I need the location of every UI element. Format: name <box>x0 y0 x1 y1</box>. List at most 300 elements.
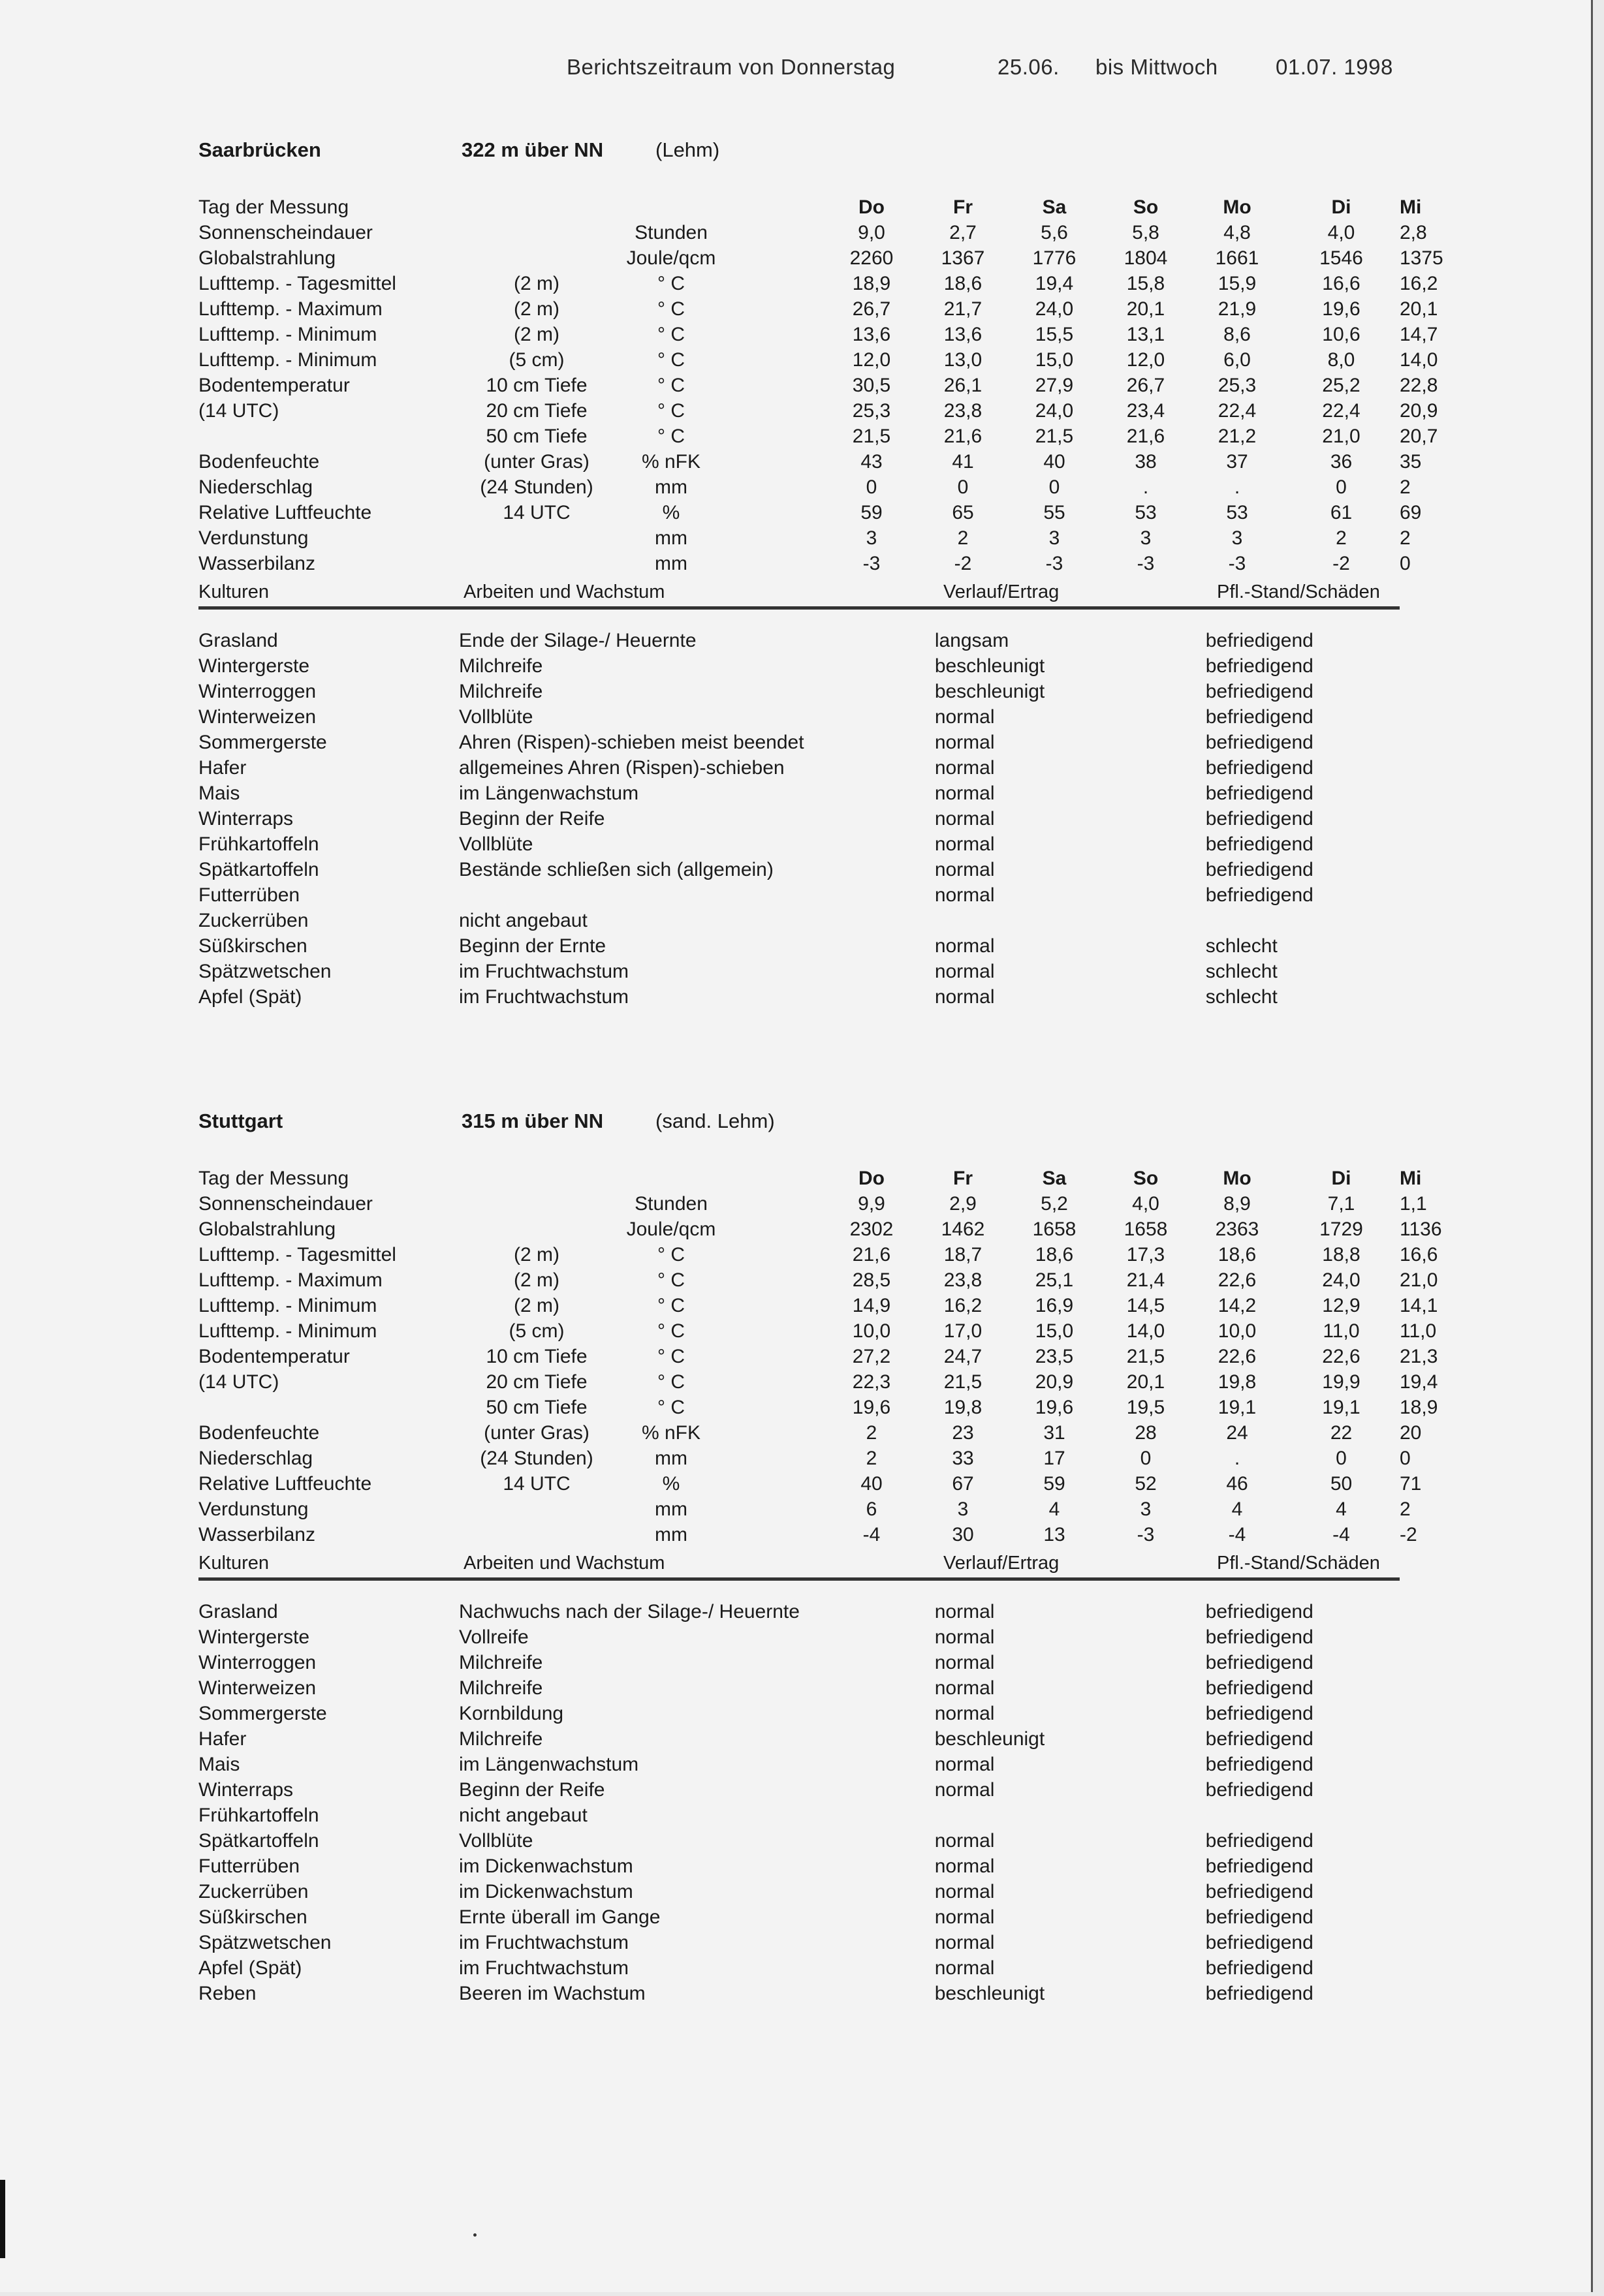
day-header: Di <box>1331 196 1351 218</box>
row-value: 22,6 <box>1218 1269 1257 1291</box>
crop-progress: normal <box>934 833 995 855</box>
row-value: 65 <box>952 502 974 523</box>
row-unit: ° C <box>657 1397 685 1418</box>
row-label: Lufttemp. - Tagesmittel <box>198 273 396 294</box>
crop-condition: befriedigend <box>1205 783 1313 804</box>
crop-growth <box>459 882 935 908</box>
row-value: 41 <box>952 451 974 473</box>
crop-name: Wintergerste <box>198 655 310 677</box>
row-sub <box>462 1191 612 1217</box>
row-value: 26,1 <box>943 375 983 396</box>
row-sub: (2 m) <box>514 324 559 345</box>
crop-progress: normal <box>934 732 995 753</box>
row-value: 8,6 <box>1223 324 1251 345</box>
crop-condition: befriedigend <box>1205 681 1313 702</box>
col-verlauf: Verlauf/Ertrag <box>943 582 1060 602</box>
row-sub: (2 m) <box>514 298 559 320</box>
crop-progress: normal <box>934 961 995 982</box>
row-value: 67 <box>952 1473 974 1495</box>
crop-condition: befriedigend <box>1205 732 1313 753</box>
crop-name: Mais <box>198 1754 240 1775</box>
crop-growth: Beginn der Ernte <box>458 935 606 957</box>
row-value: 15,9 <box>1218 273 1257 294</box>
row-value: 14,9 <box>852 1295 891 1316</box>
row-sub: (2 m) <box>514 1244 559 1265</box>
crop-progress: normal <box>934 1957 995 1979</box>
crop-growth: im Fruchtwachstum <box>458 1957 629 1979</box>
spacer <box>731 1395 826 1420</box>
crop-condition: schlecht <box>1205 935 1278 957</box>
crop-name: Frühkartoffeln <box>198 1805 319 1826</box>
weather-row: Lufttemp. - Minimum (2 m) ° C 14,9 16,2 16,9 14,5 14,2 12,9 14,1 <box>198 1293 1400 1318</box>
row-value: 16,9 <box>1035 1295 1074 1316</box>
row-value: 24 <box>1226 1422 1248 1444</box>
row-sub: (2 m) <box>514 273 559 294</box>
day-header: Fr <box>953 196 973 218</box>
crop-name: Winterraps <box>198 1779 294 1801</box>
row-value: 3 <box>1140 527 1152 549</box>
weather-rows <box>198 194 1443 576</box>
spacer <box>731 424 826 449</box>
period-from: 25.06. <box>998 55 1060 79</box>
crop-row <box>198 1904 1400 1930</box>
row-label: Verdunstung <box>198 1498 309 1520</box>
row-value: 23,8 <box>943 400 983 422</box>
crop-growth: nicht angebaut <box>458 1805 588 1826</box>
crop-growth: Kornbildung <box>458 1703 564 1724</box>
spacer <box>731 1267 826 1293</box>
crop-row <box>198 1828 1400 1854</box>
crop-growth: Beginn der Reife <box>458 1779 605 1801</box>
weather-row: Niederschlag (24 Stunden) mm 2 33 17 0 . 0 0 <box>198 1446 1400 1471</box>
row-value: 19,1 <box>1218 1397 1257 1418</box>
row-value: 2 <box>866 1422 877 1444</box>
weather-row: Lufttemp. - Maximum (2 m) ° C 26,7 21,7 24,0 20,1 21,9 19,6 20,1 <box>198 296 1400 322</box>
row-sub: 10 cm Tiefe <box>486 1346 588 1367</box>
weather-table <box>198 194 1443 576</box>
row-unit: ° C <box>657 1371 685 1393</box>
row-value: 13,1 <box>1126 324 1165 345</box>
crop-row <box>198 831 1400 857</box>
row-label: Globalstrahlung <box>198 247 336 269</box>
weather-row: 50 cm Tiefe ° C 19,6 19,8 19,6 19,5 19,1 19,1 18,9 <box>198 1395 1400 1420</box>
row-label: Lufttemp. - Minimum <box>198 1320 377 1342</box>
row-unit: ° C <box>657 1269 685 1291</box>
row-label: Lufttemp. - Minimum <box>198 324 377 345</box>
crop-condition: befriedigend <box>1205 833 1313 855</box>
crop-row <box>198 959 1400 984</box>
crop-growth: nicht angebaut <box>458 910 588 931</box>
row-sub: (24 Stunden) <box>480 476 593 498</box>
crop-name: Apfel (Spät) <box>198 1957 302 1979</box>
col-kulturen: Kulturen <box>198 582 270 602</box>
row-value: 12,0 <box>852 349 891 371</box>
crop-condition: befriedigend <box>1205 757 1313 779</box>
row-label: Relative Luftfeuchte <box>198 1473 372 1495</box>
weather-row: Wasserbilanz mm -4 30 13 -3 -4 -4 -2 <box>198 1522 1400 1547</box>
row-value: 18,6 <box>1218 1244 1257 1265</box>
row-value: 19,8 <box>943 1397 983 1418</box>
spacer <box>731 1293 826 1318</box>
row-value: 21,7 <box>943 298 983 320</box>
row-value: 26,7 <box>852 298 891 320</box>
crop-row <box>198 1930 1400 1955</box>
weather-row: Bodentemperatur 10 cm Tiefe ° C 27,2 24,7 23,5 21,5 22,6 22,6 21,3 <box>198 1344 1400 1369</box>
crop-condition: befriedigend <box>1205 1601 1313 1622</box>
row-unit: ° C <box>657 324 685 345</box>
crop-row <box>198 1981 1400 2006</box>
crop-progress: normal <box>934 1881 995 1902</box>
row-value: 22,4 <box>1218 400 1257 422</box>
crop-name: Spätkartoffeln <box>198 1830 319 1852</box>
row-value: 40 <box>1043 451 1065 473</box>
row-label: Sonnenscheindauer <box>198 1193 373 1215</box>
row-value: 2,7 <box>949 222 977 243</box>
crop-name: Reben <box>198 1983 257 2004</box>
row-sub: (2 m) <box>514 1269 559 1291</box>
row-value: 25,1 <box>1035 1269 1074 1291</box>
crop-row <box>198 857 1400 882</box>
spacer <box>731 1471 826 1497</box>
row-value: 18,6 <box>943 273 983 294</box>
col-stand: Pfl.-Stand/Schäden <box>1217 1553 1380 1574</box>
crop-condition: befriedigend <box>1205 1652 1313 1673</box>
weather-row: Relative Luftfeuchte 14 UTC % 59 65 55 53 53 61 69 <box>198 500 1400 525</box>
row-unit: mm <box>655 1524 687 1545</box>
row-value: -4 <box>862 1524 881 1545</box>
crop-condition: befriedigend <box>1205 1855 1313 1877</box>
spacer <box>731 449 826 474</box>
row-sub: 20 cm Tiefe <box>486 400 588 422</box>
spacer <box>731 1522 826 1547</box>
row-value: 4,0 <box>1132 1193 1159 1215</box>
row-value: 24,7 <box>943 1346 983 1367</box>
row-value: 61 <box>1330 502 1353 523</box>
row-label: Niederschlag <box>198 476 313 498</box>
crop-row <box>198 1752 1400 1777</box>
crop-condition: befriedigend <box>1205 1677 1313 1699</box>
crop-growth: Bestände schließen sich (allgemein) <box>458 859 774 880</box>
crop-growth: Vollblüte <box>458 1830 533 1852</box>
spacer <box>731 398 826 424</box>
crop-row <box>198 1803 1400 1828</box>
weather-row: Lufttemp. - Tagesmittel (2 m) ° C 21,6 18,7 18,6 17,3 18,6 18,8 16,6 <box>198 1242 1400 1267</box>
row-value: 21,0 <box>1322 426 1360 447</box>
row-value: 10,6 <box>1322 324 1360 345</box>
crop-row <box>198 1675 1400 1701</box>
crop-condition: befriedigend <box>1205 1626 1313 1648</box>
station-city: Saarbrücken <box>198 138 321 161</box>
row-value: 21,5 <box>1035 426 1074 447</box>
weather-row: Sonnenscheindauer Stunden 9,0 2,7 5,6 5,8 4,8 4,0 2,8 <box>198 220 1400 245</box>
row-label: Lufttemp. - Minimum <box>198 349 377 371</box>
row-unit: ° C <box>657 375 685 396</box>
row-value: 1804 <box>1124 247 1168 269</box>
crop-name: Spätkartoffeln <box>198 859 319 880</box>
row-value: 6,0 <box>1223 349 1251 371</box>
crop-progress: normal <box>934 808 995 830</box>
row-label: Tag der Messung <box>198 1168 349 1189</box>
row-value: 13,0 <box>943 349 983 371</box>
row-unit: % <box>662 1473 680 1495</box>
crop-row <box>198 1599 1400 1624</box>
crop-row <box>198 984 1400 1010</box>
row-value: 4,8 <box>1223 222 1251 243</box>
spacer <box>731 500 826 525</box>
row-value: 19,6 <box>1035 1397 1074 1418</box>
row-value: 1658 <box>1032 1218 1077 1240</box>
crop-name: Winterroggen <box>198 1652 317 1673</box>
row-value: 4 <box>1336 1498 1347 1520</box>
crop-progress: normal <box>934 1779 995 1801</box>
day-header: Sa <box>1042 196 1067 218</box>
crop-growth: im Fruchtwachstum <box>458 1932 629 1953</box>
row-value: 0 <box>1336 1448 1347 1469</box>
row-value: 6 <box>866 1498 877 1520</box>
row-unit: ° C <box>657 1244 685 1265</box>
crop-row <box>198 1879 1400 1904</box>
row-value: 21,9 <box>1218 298 1257 320</box>
crop-row <box>198 1726 1400 1752</box>
row-unit <box>612 194 731 220</box>
row-value: 16,6 <box>1322 273 1360 294</box>
crop-name: Futterrüben <box>198 1855 300 1877</box>
row-value: 21,2 <box>1218 426 1257 447</box>
row-value: 1658 <box>1124 1218 1168 1240</box>
weather-table <box>198 1166 1442 1547</box>
row-value: 18,8 <box>1322 1244 1360 1265</box>
row-value: 13 <box>1043 1524 1065 1545</box>
row-value: 28,5 <box>852 1269 891 1291</box>
crop-growth: Milchreife <box>458 681 543 702</box>
row-value: 2 <box>1336 527 1347 549</box>
row-value: 1776 <box>1032 247 1077 269</box>
crop-name: Frühkartoffeln <box>198 833 319 855</box>
day-header: So <box>1133 1168 1159 1189</box>
report-period <box>567 55 1393 80</box>
crop-name: Sommergerste <box>198 1703 327 1724</box>
row-value: 27,2 <box>852 1346 891 1367</box>
crop-row <box>198 933 1400 959</box>
weather-row: Globalstrahlung Joule/qcm 2260 1367 1776 1804 1661 1546 1375 <box>198 245 1400 271</box>
crop-condition: befriedigend <box>1205 808 1313 830</box>
row-value: 9,9 <box>858 1193 885 1215</box>
crop-condition: befriedigend <box>1205 630 1313 651</box>
crop-table <box>198 1599 1400 2006</box>
col-verlauf: Verlauf/Ertrag <box>943 1553 1060 1574</box>
weather-row: Tag der Messung Do Fr Sa So Mo Di Mi <box>198 1166 1400 1191</box>
weather-row: Sonnenscheindauer Stunden 9,9 2,9 5,2 4,0 8,9 7,1 1,1 <box>198 1191 1400 1217</box>
row-value: 0 <box>1140 1448 1152 1469</box>
row-value: -3 <box>1045 553 1063 574</box>
crop-condition: befriedigend <box>1205 884 1313 906</box>
row-value: . <box>1234 476 1240 498</box>
crop-growth: Milchreife <box>458 655 543 677</box>
crop-name: Wintergerste <box>198 1626 310 1648</box>
row-value: 21,5 <box>852 426 891 447</box>
row-label: Bodentemperatur <box>198 1346 350 1367</box>
crop-row <box>198 806 1400 831</box>
spacer <box>731 1166 826 1191</box>
row-value: 9,0 <box>858 222 885 243</box>
crop-growth: Beginn der Reife <box>458 808 605 830</box>
row-sub <box>462 551 612 576</box>
crop-name: Zuckerrüben <box>198 1881 309 1902</box>
row-value: 23,5 <box>1035 1346 1074 1367</box>
crop-name: Winterroggen <box>198 681 317 702</box>
scan-edge-mark <box>0 2180 5 2258</box>
row-value: 19,1 <box>1322 1397 1360 1418</box>
spacer <box>731 1446 826 1471</box>
day-header: Do <box>858 1168 885 1189</box>
row-value: 18,6 <box>1035 1244 1074 1265</box>
col-kulturen: Kulturen <box>198 1553 270 1574</box>
row-sub: 50 cm Tiefe <box>486 1397 588 1418</box>
row-value: 15,8 <box>1126 273 1165 294</box>
row-unit: ° C <box>657 1346 685 1367</box>
row-unit: % <box>662 502 680 523</box>
crop-growth: Milchreife <box>458 1677 543 1699</box>
row-value: 13,6 <box>943 324 983 345</box>
row-value: 28 <box>1135 1422 1157 1444</box>
station-soil: (sand. Lehm) <box>655 1109 775 1132</box>
crop-condition: befriedigend <box>1205 1932 1313 1953</box>
row-value: -3 <box>1137 1524 1155 1545</box>
period-label: Berichtszeitraum von Donnerstag <box>567 55 896 79</box>
crop-condition: befriedigend <box>1205 1779 1313 1801</box>
row-value: 22,6 <box>1218 1346 1257 1367</box>
row-label <box>198 1395 462 1420</box>
row-value: 4 <box>1231 1498 1243 1520</box>
row-value: 23 <box>952 1422 974 1444</box>
crop-row <box>198 1624 1400 1650</box>
crop-name: Süßkirschen <box>198 1906 307 1928</box>
crop-name: Hafer <box>198 757 247 779</box>
crop-progress: normal <box>934 1626 995 1648</box>
row-sub: (unter Gras) <box>484 1422 590 1444</box>
crop-condition: schlecht <box>1205 986 1278 1008</box>
row-value: 33 <box>952 1448 974 1469</box>
spacer <box>731 1344 826 1369</box>
spacer <box>731 1318 826 1344</box>
crop-name: Grasland <box>198 1601 278 1622</box>
station-stuttgart <box>198 1109 1442 2006</box>
crop-name: Winterweizen <box>198 1677 317 1699</box>
row-unit: mm <box>655 553 687 574</box>
weather-row: Lufttemp. - Maximum (2 m) ° C 28,5 23,8 25,1 21,4 22,6 24,0 21,0 <box>198 1267 1400 1293</box>
crop-progress: beschleunigt <box>934 681 1045 702</box>
crop-progress: normal <box>934 1703 995 1724</box>
crop-progress: beschleunigt <box>934 1983 1045 2004</box>
row-value: 10,0 <box>1218 1320 1257 1342</box>
row-unit: mm <box>655 476 687 498</box>
weather-row: Wasserbilanz mm -3 -2 -3 -3 -3 -2 0 <box>198 551 1400 576</box>
row-value: 2363 <box>1215 1218 1259 1240</box>
weather-row: Lufttemp. - Tagesmittel (2 m) ° C 18,9 18,6 19,4 15,8 15,9 16,6 16,2 <box>198 271 1400 296</box>
row-sub: (unter Gras) <box>484 451 590 473</box>
row-unit: mm <box>655 1448 687 1469</box>
crop-growth: im Längenwachstum <box>458 783 639 804</box>
row-value: 59 <box>860 502 883 523</box>
crop-row <box>198 1701 1400 1726</box>
row-value: 3 <box>957 1498 969 1520</box>
row-label: Lufttemp. - Maximum <box>198 298 383 320</box>
crop-row <box>198 628 1400 653</box>
row-value: 20,1 <box>1126 298 1165 320</box>
row-value: 14,0 <box>1126 1320 1165 1342</box>
row-value: 2302 <box>849 1218 894 1240</box>
row-label: Globalstrahlung <box>198 1218 336 1240</box>
crop-progress: normal <box>934 1754 995 1775</box>
crop-row <box>198 1854 1400 1879</box>
row-value: 5,2 <box>1041 1193 1068 1215</box>
crop-name: Spätzwetschen <box>198 961 332 982</box>
row-value: 1367 <box>941 247 985 269</box>
row-value: 19,4 <box>1035 273 1074 294</box>
row-value: 19,6 <box>852 1397 891 1418</box>
row-label: Bodentemperatur <box>198 375 350 396</box>
crop-progress: beschleunigt <box>934 1728 1045 1750</box>
row-label: Verdunstung <box>198 527 309 549</box>
row-value: 4 <box>1048 1498 1060 1520</box>
spacer <box>731 347 826 373</box>
weather-row: Bodenfeuchte (unter Gras) % nFK 43 41 40 38 37 36 35 <box>198 449 1400 474</box>
crop-growth: Beeren im Wachstum <box>458 1983 646 2004</box>
crop-name: Winterraps <box>198 808 294 830</box>
row-value: 22 <box>1330 1422 1353 1444</box>
crop-name: Apfel (Spät) <box>198 986 302 1008</box>
row-value: 8,9 <box>1223 1193 1251 1215</box>
station-altitude: 315 m über NN <box>462 1109 604 1132</box>
crop-name: Winterweizen <box>198 706 317 728</box>
day-header: So <box>1133 196 1159 218</box>
scan-dot <box>473 2233 477 2237</box>
crop-growth: Nachwuchs nach der Silage-/ Heuernte <box>458 1601 800 1622</box>
row-value: 7,1 <box>1327 1193 1355 1215</box>
row-value: 21,6 <box>1126 426 1165 447</box>
row-value: . <box>1142 476 1149 498</box>
crop-row <box>198 781 1400 806</box>
crop-row <box>198 704 1400 730</box>
spacer <box>731 1497 826 1522</box>
row-value: 15,5 <box>1035 324 1074 345</box>
row-unit: ° C <box>657 349 685 371</box>
spacer <box>731 474 826 500</box>
row-value: 21,5 <box>943 1371 983 1393</box>
row-unit: ° C <box>657 426 685 447</box>
row-label: Bodenfeuchte <box>198 451 320 473</box>
crop-growth: Vollblüte <box>458 833 533 855</box>
weather-row: Lufttemp. - Minimum (5 cm) ° C 12,0 13,0 15,0 12,0 6,0 8,0 14,0 <box>198 347 1400 373</box>
crop-growth: Vollblüte <box>458 706 533 728</box>
row-value: -3 <box>1137 553 1155 574</box>
crop-growth: im Längenwachstum <box>458 1754 639 1775</box>
row-value: 1462 <box>941 1218 985 1240</box>
row-unit: mm <box>655 527 687 549</box>
station-header <box>198 1109 1400 1142</box>
row-value: 14,2 <box>1218 1295 1257 1316</box>
row-value: 30,5 <box>852 375 891 396</box>
row-unit: Stunden <box>635 1193 708 1215</box>
crop-growth: Milchreife <box>458 1652 543 1673</box>
weather-row: Niederschlag (24 Stunden) mm 0 0 0 . . 0 2 <box>198 474 1400 500</box>
row-value: 24,0 <box>1035 400 1074 422</box>
row-value: -4 <box>1228 1524 1246 1545</box>
row-value: 2,9 <box>949 1193 977 1215</box>
crop-name: Zuckerrüben <box>198 910 309 931</box>
row-value: 17,0 <box>943 1320 983 1342</box>
day-header: Di <box>1331 1168 1351 1189</box>
